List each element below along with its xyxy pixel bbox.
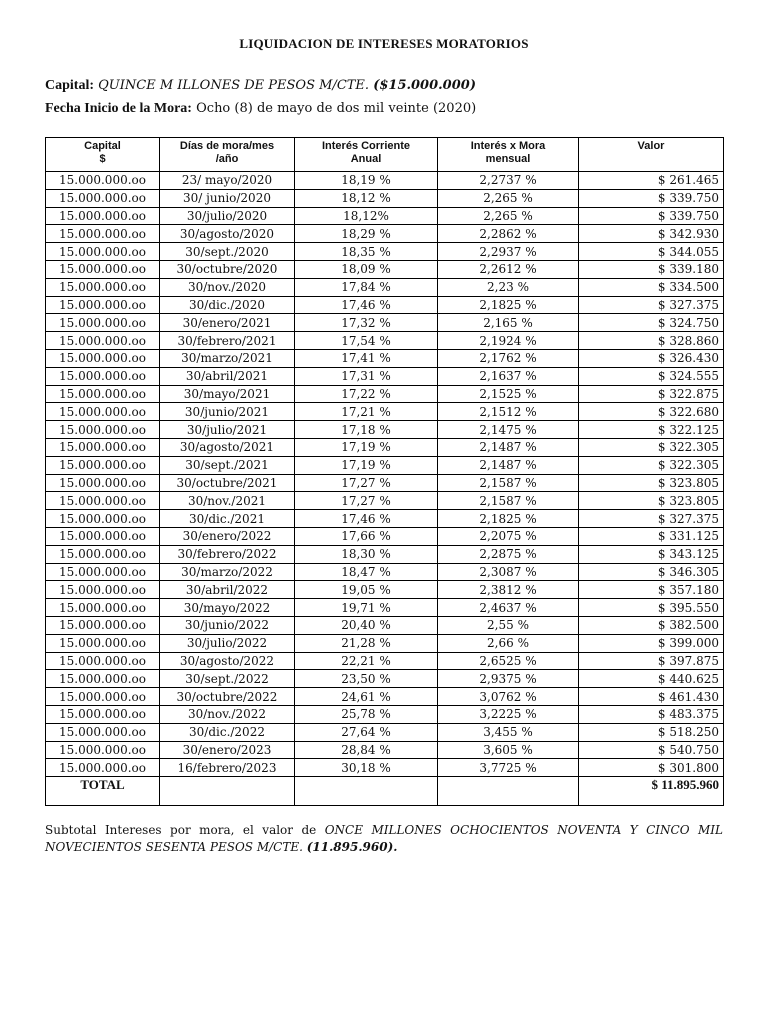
table-row: [46, 741, 724, 759]
valor-cell: $ 540.750: [579, 741, 724, 759]
table-row: [46, 688, 724, 706]
valor-cell: $ 344.055: [579, 243, 724, 261]
table-row: [46, 243, 724, 261]
dias-cell: 16/febrero/2023: [160, 759, 295, 777]
interes-corriente-cell: 24,61 %: [295, 688, 438, 706]
total-empty-cell: [295, 777, 438, 806]
interes-mora-cell: 2,1525 %: [438, 385, 579, 403]
capital-label: Capital:: [45, 78, 94, 93]
interes-corriente-cell: 17,31 %: [295, 367, 438, 385]
total-label: TOTAL: [46, 777, 160, 806]
interes-corriente-cell: 22,21 %: [295, 652, 438, 670]
dias-cell: 30/sept./2022: [160, 670, 295, 688]
dias-cell: 30/enero/2023: [160, 741, 295, 759]
interes-corriente-cell: 17,21 %: [295, 403, 438, 421]
interes-corriente-cell: 17,41 %: [295, 349, 438, 367]
valor-cell: $ 324.750: [579, 314, 724, 332]
subtotal-prefix: Subtotal Intereses por mora, el valor de: [45, 823, 317, 837]
table-header-row: [46, 138, 724, 172]
total-value: $ 11.895.960: [579, 777, 724, 806]
interest-table: [45, 137, 724, 806]
valor-cell: $ 334.500: [579, 278, 724, 296]
capital-cell: 15.000.000.oo: [46, 510, 160, 528]
capital-amount: ($15.000.000): [373, 78, 476, 93]
dias-cell: 30/sept./2020: [160, 243, 295, 261]
table-row: [46, 349, 724, 367]
subtotal-amount: (11.895.960).: [306, 840, 398, 854]
valor-cell: $ 518.250: [579, 723, 724, 741]
interes-mora-cell: 2,2612 %: [438, 260, 579, 278]
valor-cell: $ 323.805: [579, 474, 724, 492]
header-dias: Días de mora/mes /año: [160, 138, 295, 172]
valor-cell: $ 461.430: [579, 688, 724, 706]
valor-cell: $ 322.875: [579, 385, 724, 403]
interes-mora-cell: 2,2937 %: [438, 243, 579, 261]
interes-mora-cell: 2,1762 %: [438, 349, 579, 367]
document-title: LIQUIDACION DE INTERESES MORATORIOS: [239, 36, 529, 51]
capital-cell: 15.000.000.oo: [46, 278, 160, 296]
dias-cell: 30/dic./2020: [160, 296, 295, 314]
dias-cell: 30/enero/2021: [160, 314, 295, 332]
interes-corriente-cell: 18,30 %: [295, 545, 438, 563]
capital-cell: 15.000.000.oo: [46, 456, 160, 474]
interes-corriente-cell: 27,64 %: [295, 723, 438, 741]
dias-cell: 30/mayo/2021: [160, 385, 295, 403]
dias-cell: 30/febrero/2021: [160, 332, 295, 350]
table-row: [46, 723, 724, 741]
header-valor: Valor: [579, 138, 724, 172]
table-row: [46, 581, 724, 599]
capital-cell: 15.000.000.oo: [46, 314, 160, 332]
interes-corriente-cell: 25,78 %: [295, 705, 438, 723]
interes-corriente-cell: 18,47 %: [295, 563, 438, 581]
table-row: [46, 670, 724, 688]
valor-cell: $ 326.430: [579, 349, 724, 367]
capital-cell: 15.000.000.oo: [46, 688, 160, 706]
table-row: [46, 492, 724, 510]
valor-cell: $ 322.125: [579, 421, 724, 439]
valor-cell: $ 399.000: [579, 634, 724, 652]
capital-cell: 15.000.000.oo: [46, 616, 160, 634]
dias-cell: 30/agosto/2020: [160, 225, 295, 243]
valor-cell: $ 483.375: [579, 705, 724, 723]
dias-cell: 30/octubre/2020: [160, 260, 295, 278]
dias-cell: 30/enero/2022: [160, 527, 295, 545]
table-row: [46, 563, 724, 581]
dias-cell: 30/nov./2021: [160, 492, 295, 510]
header-interes-mora: Interés x Mora mensual: [438, 138, 579, 172]
dias-cell: 30/julio/2020: [160, 207, 295, 225]
dias-cell: 30/junio/2022: [160, 616, 295, 634]
dias-cell: 30/octubre/2021: [160, 474, 295, 492]
valor-cell: $ 343.125: [579, 545, 724, 563]
table-body: [46, 172, 724, 777]
capital-cell: 15.000.000.oo: [46, 172, 160, 190]
interes-corriente-cell: 17,19 %: [295, 438, 438, 456]
table-row: [46, 385, 724, 403]
interes-mora-cell: 2,1475 %: [438, 421, 579, 439]
table-row: [46, 403, 724, 421]
interes-mora-cell: 2,23 %: [438, 278, 579, 296]
interes-mora-cell: 2,66 %: [438, 634, 579, 652]
dias-cell: 30/junio/2021: [160, 403, 295, 421]
total-empty-cell: [160, 777, 295, 806]
valor-cell: $ 261.465: [579, 172, 724, 190]
table-row: [46, 634, 724, 652]
interes-mora-cell: 2,1587 %: [438, 474, 579, 492]
dias-cell: 30/agosto/2022: [160, 652, 295, 670]
table-row: [46, 207, 724, 225]
capital-cell: 15.000.000.oo: [46, 527, 160, 545]
capital-cell: 15.000.000.oo: [46, 599, 160, 617]
table-row: [46, 759, 724, 777]
table-row: [46, 367, 724, 385]
valor-cell: $ 339.750: [579, 207, 724, 225]
valor-cell: $ 346.305: [579, 563, 724, 581]
capital-cell: 15.000.000.oo: [46, 474, 160, 492]
interes-corriente-cell: 20,40 %: [295, 616, 438, 634]
capital-cell: 15.000.000.oo: [46, 581, 160, 599]
table-row: [46, 510, 724, 528]
interes-mora-cell: 2,4637 %: [438, 599, 579, 617]
interes-corriente-cell: 17,18 %: [295, 421, 438, 439]
valor-cell: $ 322.305: [579, 438, 724, 456]
valor-cell: $ 327.375: [579, 296, 724, 314]
dias-cell: 30/mayo/2022: [160, 599, 295, 617]
table-row: [46, 260, 724, 278]
capital-cell: 15.000.000.oo: [46, 723, 160, 741]
dias-cell: 30/febrero/2022: [160, 545, 295, 563]
interes-corriente-cell: 17,54 %: [295, 332, 438, 350]
interes-mora-cell: 2,1825 %: [438, 296, 579, 314]
capital-cell: 15.000.000.oo: [46, 741, 160, 759]
capital-cell: 15.000.000.oo: [46, 260, 160, 278]
interes-mora-cell: 3,2225 %: [438, 705, 579, 723]
capital-cell: 15.000.000.oo: [46, 243, 160, 261]
interes-mora-cell: 3,0762 %: [438, 688, 579, 706]
table-row: [46, 438, 724, 456]
capital-cell: 15.000.000.oo: [46, 421, 160, 439]
table-row: [46, 616, 724, 634]
subtotal-words: ONCE MILLONES OCHOCIENTOS NOVENTA Y CINCO MIL NOVECIENTOS SESENTA PESOS M/CTE.: [45, 823, 723, 854]
valor-cell: $ 322.305: [579, 456, 724, 474]
header-capital: Capital $: [46, 138, 160, 172]
interes-mora-cell: 3,605 %: [438, 741, 579, 759]
capital-cell: 15.000.000.oo: [46, 189, 160, 207]
table-row: [46, 172, 724, 190]
valor-cell: $ 301.800: [579, 759, 724, 777]
dias-cell: 30/julio/2022: [160, 634, 295, 652]
interes-corriente-cell: 17,84 %: [295, 278, 438, 296]
dias-cell: 30/nov./2020: [160, 278, 295, 296]
dias-cell: 30/agosto/2021: [160, 438, 295, 456]
capital-cell: 15.000.000.oo: [46, 634, 160, 652]
valor-cell: $ 342.930: [579, 225, 724, 243]
table-row: [46, 278, 724, 296]
dias-cell: 30/octubre/2022: [160, 688, 295, 706]
interes-corriente-cell: 30,18 %: [295, 759, 438, 777]
valor-cell: $ 397.875: [579, 652, 724, 670]
capital-cell: 15.000.000.oo: [46, 545, 160, 563]
interes-corriente-cell: 18,12%: [295, 207, 438, 225]
valor-cell: $ 339.750: [579, 189, 724, 207]
dias-cell: 23/ mayo/2020: [160, 172, 295, 190]
total-row: [46, 777, 724, 806]
interes-corriente-cell: 18,09 %: [295, 260, 438, 278]
interes-mora-cell: 2,265 %: [438, 189, 579, 207]
interes-mora-cell: 2,165 %: [438, 314, 579, 332]
capital-cell: 15.000.000.oo: [46, 438, 160, 456]
interes-mora-cell: 2,1487 %: [438, 438, 579, 456]
interes-corriente-cell: 17,46 %: [295, 510, 438, 528]
interes-mora-cell: 2,1825 %: [438, 510, 579, 528]
interes-mora-cell: 2,265 %: [438, 207, 579, 225]
capital-cell: 15.000.000.oo: [46, 670, 160, 688]
dias-cell: 30/ junio/2020: [160, 189, 295, 207]
capital-cell: 15.000.000.oo: [46, 403, 160, 421]
valor-cell: $ 323.805: [579, 492, 724, 510]
interes-corriente-cell: 19,05 %: [295, 581, 438, 599]
table-row: [46, 474, 724, 492]
interes-mora-cell: 2,3087 %: [438, 563, 579, 581]
valor-cell: $ 395.550: [579, 599, 724, 617]
table-row: [46, 421, 724, 439]
capital-line: [45, 78, 476, 94]
capital-cell: 15.000.000.oo: [46, 225, 160, 243]
table-row: [46, 545, 724, 563]
valor-cell: $ 327.375: [579, 510, 724, 528]
interes-mora-cell: 2,1637 %: [438, 367, 579, 385]
capital-cell: 15.000.000.oo: [46, 492, 160, 510]
interes-corriente-cell: 17,46 %: [295, 296, 438, 314]
interes-mora-cell: 2,2737 %: [438, 172, 579, 190]
interes-corriente-cell: 19,71 %: [295, 599, 438, 617]
valor-cell: $ 324.555: [579, 367, 724, 385]
dias-cell: 30/dic./2021: [160, 510, 295, 528]
table-row: [46, 296, 724, 314]
dias-cell: 30/nov./2022: [160, 705, 295, 723]
interes-corriente-cell: 17,27 %: [295, 492, 438, 510]
table-row: [46, 652, 724, 670]
capital-cell: 15.000.000.oo: [46, 563, 160, 581]
interes-mora-cell: 2,55 %: [438, 616, 579, 634]
dias-cell: 30/marzo/2022: [160, 563, 295, 581]
valor-cell: $ 322.680: [579, 403, 724, 421]
table-row: [46, 332, 724, 350]
table-row: [46, 456, 724, 474]
interes-mora-cell: 2,2862 %: [438, 225, 579, 243]
capital-cell: 15.000.000.oo: [46, 296, 160, 314]
interes-mora-cell: 2,1924 %: [438, 332, 579, 350]
table-row: [46, 527, 724, 545]
valor-cell: $ 339.180: [579, 260, 724, 278]
interes-corriente-cell: 17,27 %: [295, 474, 438, 492]
total-empty-cell: [438, 777, 579, 806]
interes-corriente-cell: 18,35 %: [295, 243, 438, 261]
capital-cell: 15.000.000.oo: [46, 385, 160, 403]
dias-cell: 30/sept./2021: [160, 456, 295, 474]
table-row: [46, 189, 724, 207]
interes-corriente-cell: 18,12 %: [295, 189, 438, 207]
dias-cell: 30/abril/2022: [160, 581, 295, 599]
interes-mora-cell: 2,2075 %: [438, 527, 579, 545]
valor-cell: $ 357.180: [579, 581, 724, 599]
capital-cell: 15.000.000.oo: [46, 349, 160, 367]
interes-mora-cell: 3,7725 %: [438, 759, 579, 777]
interes-corriente-cell: 23,50 %: [295, 670, 438, 688]
capital-cell: 15.000.000.oo: [46, 367, 160, 385]
interes-corriente-cell: 17,66 %: [295, 527, 438, 545]
interes-corriente-cell: 17,32 %: [295, 314, 438, 332]
interes-mora-cell: 2,6525 %: [438, 652, 579, 670]
table-row: [46, 314, 724, 332]
interes-mora-cell: 2,9375 %: [438, 670, 579, 688]
valor-cell: $ 328.860: [579, 332, 724, 350]
capital-cell: 15.000.000.oo: [46, 652, 160, 670]
dias-cell: 30/abril/2021: [160, 367, 295, 385]
interes-mora-cell: 2,3812 %: [438, 581, 579, 599]
subtotal-paragraph: [45, 822, 723, 856]
capital-cell: 15.000.000.oo: [46, 207, 160, 225]
interes-mora-cell: 2,1587 %: [438, 492, 579, 510]
interes-mora-cell: 2,2875 %: [438, 545, 579, 563]
capital-text: QUINCE M ILLONES DE PESOS M/CTE.: [98, 78, 370, 93]
capital-cell: 15.000.000.oo: [46, 759, 160, 777]
fecha-text: Ocho (8) de mayo de dos mil veinte (2020): [196, 101, 477, 116]
interes-corriente-cell: 21,28 %: [295, 634, 438, 652]
dias-cell: 30/julio/2021: [160, 421, 295, 439]
table-row: [46, 225, 724, 243]
valor-cell: $ 440.625: [579, 670, 724, 688]
header-interes-corriente: Interés Corriente Anual: [295, 138, 438, 172]
interes-mora-cell: 2,1512 %: [438, 403, 579, 421]
capital-cell: 15.000.000.oo: [46, 705, 160, 723]
interes-corriente-cell: 17,19 %: [295, 456, 438, 474]
interes-corriente-cell: 17,22 %: [295, 385, 438, 403]
valor-cell: $ 382.500: [579, 616, 724, 634]
interes-mora-cell: 2,1487 %: [438, 456, 579, 474]
dias-cell: 30/marzo/2021: [160, 349, 295, 367]
table-row: [46, 599, 724, 617]
interes-corriente-cell: 18,29 %: [295, 225, 438, 243]
table-row: [46, 705, 724, 723]
interes-mora-cell: 3,455 %: [438, 723, 579, 741]
capital-cell: 15.000.000.oo: [46, 332, 160, 350]
valor-cell: $ 331.125: [579, 527, 724, 545]
dias-cell: 30/dic./2022: [160, 723, 295, 741]
fecha-line: [45, 101, 476, 117]
interes-corriente-cell: 18,19 %: [295, 172, 438, 190]
interes-corriente-cell: 28,84 %: [295, 741, 438, 759]
fecha-label: Fecha Inicio de la Mora:: [45, 101, 192, 116]
